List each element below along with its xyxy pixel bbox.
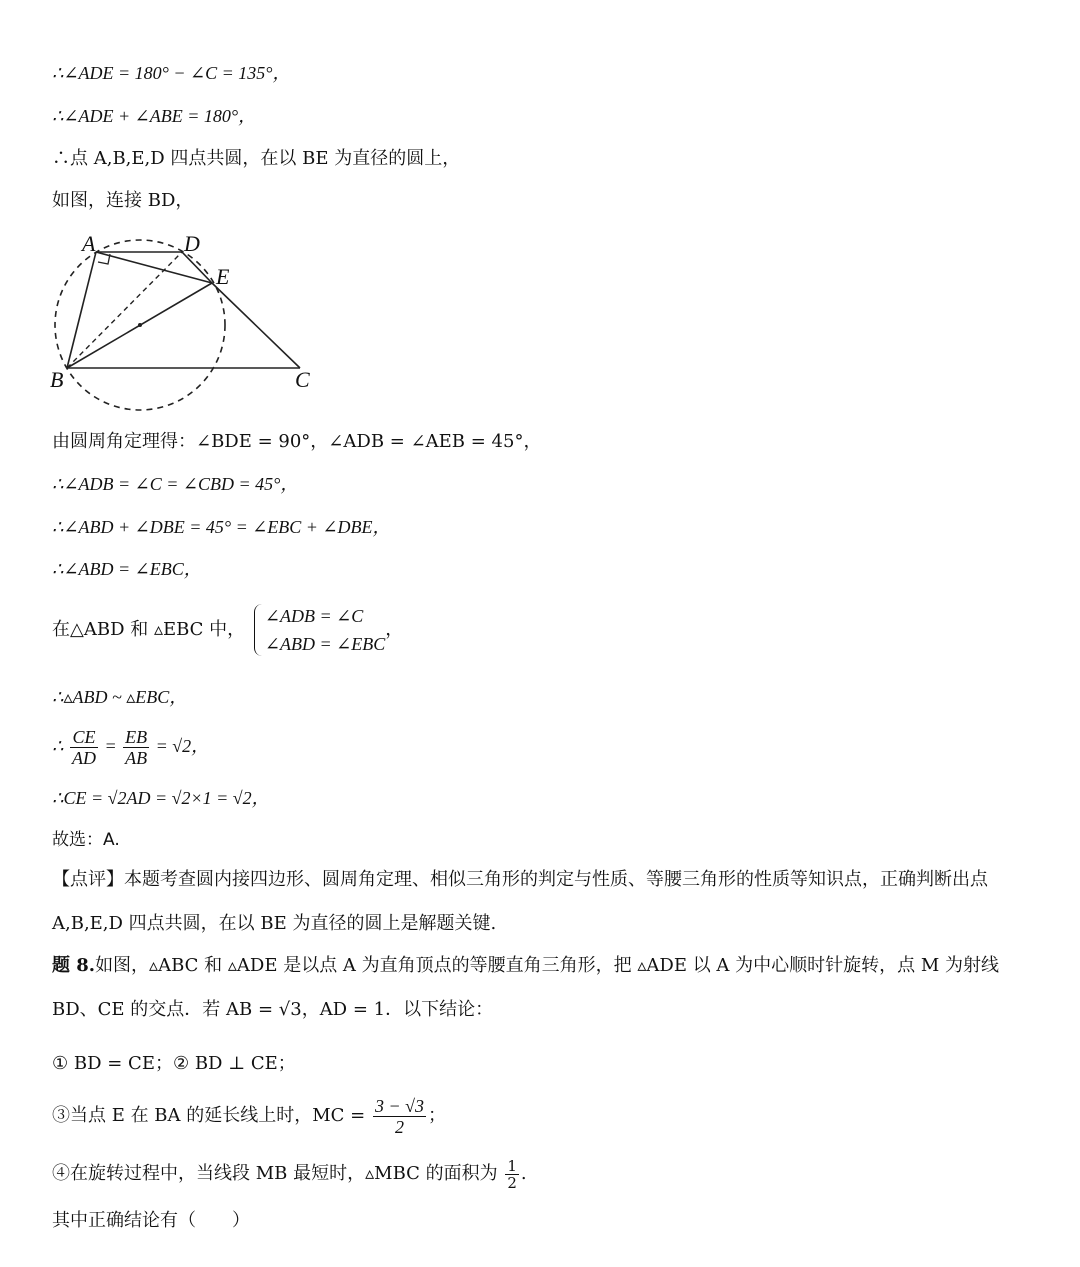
fraction-denominator: AD [71,748,96,769]
label-a: A [82,231,96,256]
fraction-denominator: 2 [507,1173,517,1192]
proof-line-4: 如图，连接 BD， [52,190,194,211]
therefore-symbol: ∴ [52,736,64,756]
fraction-denominator: AB [125,748,148,769]
fraction-numerator: CE [70,727,98,748]
circle-center [138,323,142,327]
question-8 [52,944,1032,1032]
label-e: E [216,264,230,289]
conclusion-4 [52,1150,527,1198]
fraction-ce-ad [70,727,98,768]
system-row-1: ∠ADB = ∠C [264,606,364,626]
system-prefix: 在△ABD 和 ▵EBC 中， [52,619,246,640]
geometry-figure [44,228,334,418]
equals-sign: = [104,736,117,756]
label-d: D [184,231,200,256]
question-text: 如图，▵ABC 和 ▵ADE 是以点 A 为直角顶点的等腰直角三角形，把 ▵ADE 以 A 为中心顺时针旋转，点 M 为射线 BD、CE 的交点．若 AB = √3，AD = 1．以下结论： [52,955,1000,1020]
conclusion-4-text: ④在旋转过程中，当线段 MB 最短时，▵MBC 的面积为 [52,1163,498,1184]
proof-line-2: ∴∠ADE + ∠ABE = 180°， [52,106,257,126]
fraction-mc [373,1096,426,1137]
proof-line-10: ∴▵ABD ~ ▵EBC， [52,687,188,707]
answer-line: 故选：A. [52,830,120,850]
question-label: 题 8. [52,955,96,976]
segment-ab [67,252,96,368]
equation-system [251,602,385,658]
proof-line-5: 由圆周角定理得：∠BDE = 90°，∠ADB = ∠AEB = 45°， [52,431,542,452]
label-b: B [50,367,64,392]
conclusion-3 [52,1092,446,1140]
comment-paragraph: 【点评】本题考查圆内接四边形、圆周角定理、相似三角形的判定与性质、等腰三角形的性质等知识点，正确判断出点 A,B,E,D 四点共圆，在以 BE 为直径的圆上是解题关键. [52,869,988,934]
proof-line-11 [52,724,209,768]
conclusion-4-suffix: . [520,1163,527,1184]
conclusion-3-text: ③当点 E 在 BA 的延长线上时，MC = [52,1105,366,1126]
label-c: C [295,367,310,392]
segment-ae [96,252,212,283]
fraction-denominator: 2 [395,1116,405,1137]
fraction-area [505,1158,519,1191]
proof-line-12: ∴CE = √2AD = √2×1 = √2， [52,788,270,808]
proof-line-6: ∴∠ADB = ∠C = ∠CBD = 45°， [52,474,299,494]
proof-line-8: ∴∠ABD = ∠EBC， [52,559,202,579]
fraction-eb-ab [123,727,149,768]
proof-line-1: ∴∠ADE = 180° − ∠C = 135°， [52,63,291,83]
proof-line-3: ∴点 A,B,E,D 四点共圆，在以 BE 为直径的圆上， [52,148,461,169]
proof-line-7: ∴∠ABD + ∠DBE = 45° = ∠EBC + ∠DBE， [52,517,391,537]
fraction-numerator: 1 [507,1156,517,1175]
proof-line-9 [52,602,403,658]
conclusion-3-suffix: ； [428,1105,447,1126]
system-row-2: ∠ABD = ∠EBC [264,634,386,654]
fraction-result: = √2， [155,736,210,756]
system-suffix: ， [385,619,404,640]
fraction-numerator: EB [125,727,148,748]
conclusion-1-2: ① BD = CE；② BD ⊥ CE； [52,1053,296,1074]
question-ask: 其中正确结论有（ ） [52,1210,250,1231]
fraction-numerator: 3 − √3 [375,1095,425,1116]
